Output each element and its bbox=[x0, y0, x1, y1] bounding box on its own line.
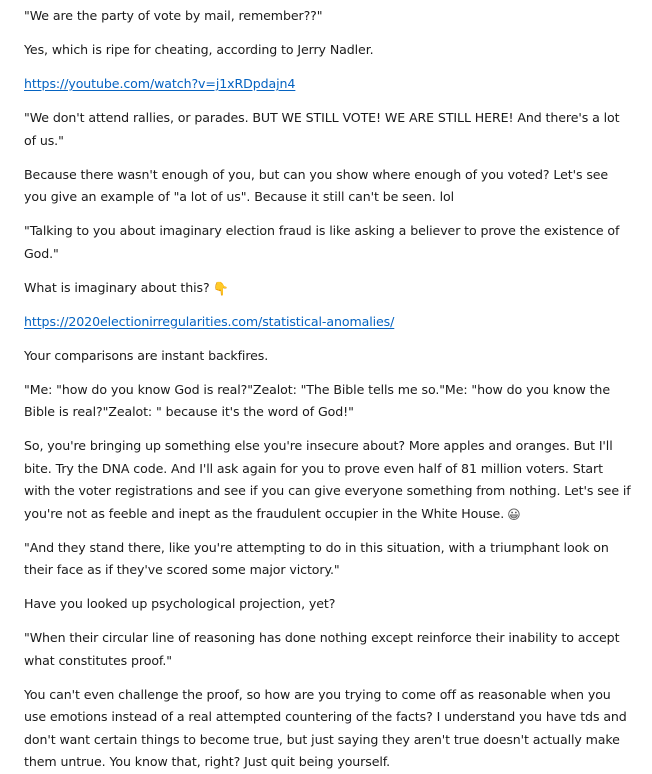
reply-paragraph: You can't even challenge the proof, so how are you trying to come off as reasonable when you use emotions instead of a real attempted countering of the facts? I understand you have tds and don't want certain things to become true, but just saying they aren't true doesn't actually make them untrue. You know that, right? Just quit being yourself. bbox=[24, 686, 627, 769]
pointing-down-icon: 👇 bbox=[212, 281, 229, 297]
reply-text: What is imaginary about this? bbox=[24, 279, 210, 295]
reply-paragraph: Because there wasn't enough of you, but can you show where enough of you voted? Let's see you give an example of "a lot of us". Because it still can't be seen. lol bbox=[24, 166, 609, 204]
reply-paragraph: Your comparisons are instant backfires. bbox=[24, 347, 269, 363]
link-paragraph bbox=[24, 73, 632, 96]
quote-paragraph: "And they stand there, like you're attempting to do in this situation, with a triumphant look on their face as if they've scored some major victory." bbox=[24, 539, 609, 577]
quote-paragraph: "Me: "how do you know God is real?"Zealot: "The Bible tells me so."Me: "how do you know the Bible is real?"Zealot: " because it's the word of God!" bbox=[24, 381, 610, 419]
reply-paragraph bbox=[24, 277, 632, 300]
reply-paragraph bbox=[24, 435, 632, 525]
quote-paragraph: "We are the party of vote by mail, remember??" bbox=[24, 8, 323, 23]
reply-paragraph: Yes, which is ripe for cheating, according to Jerry Nadler. bbox=[24, 42, 374, 57]
reply-text: So, you're bringing up something else you're insecure about? More apples and oranges. But I'll bite. Try the DNA code. And I'll ask again for you to prove even half of 81 million voters. Start with the voter registrations and see if you can give everyone something from nothing. Let's see if you're not as feeble and inept as the fraudulent occupier in the White House. bbox=[24, 438, 631, 521]
grinning-face-icon: 😀 bbox=[507, 507, 521, 523]
statistical-anomalies-link[interactable]: https://2020electionirregularities.com/statistical-anomalies/ bbox=[24, 313, 395, 329]
quote-paragraph: "When their circular line of reasoning has done nothing except reinforce their inability to accept what constitutes proof." bbox=[24, 630, 620, 668]
youtube-link[interactable]: https://youtube.com/watch?v=j1xRDpdajn4 bbox=[24, 76, 296, 91]
link-paragraph bbox=[24, 311, 632, 334]
quote-paragraph: "Talking to you about imaginary election fraud is like asking a believer to prove the existence of God." bbox=[24, 223, 620, 261]
reply-paragraph: Have you looked up psychological projection, yet? bbox=[24, 596, 336, 611]
quote-paragraph: "We don't attend rallies, or parades. BUT WE STILL VOTE! WE ARE STILL HERE! And there's a lot of us." bbox=[24, 110, 620, 148]
